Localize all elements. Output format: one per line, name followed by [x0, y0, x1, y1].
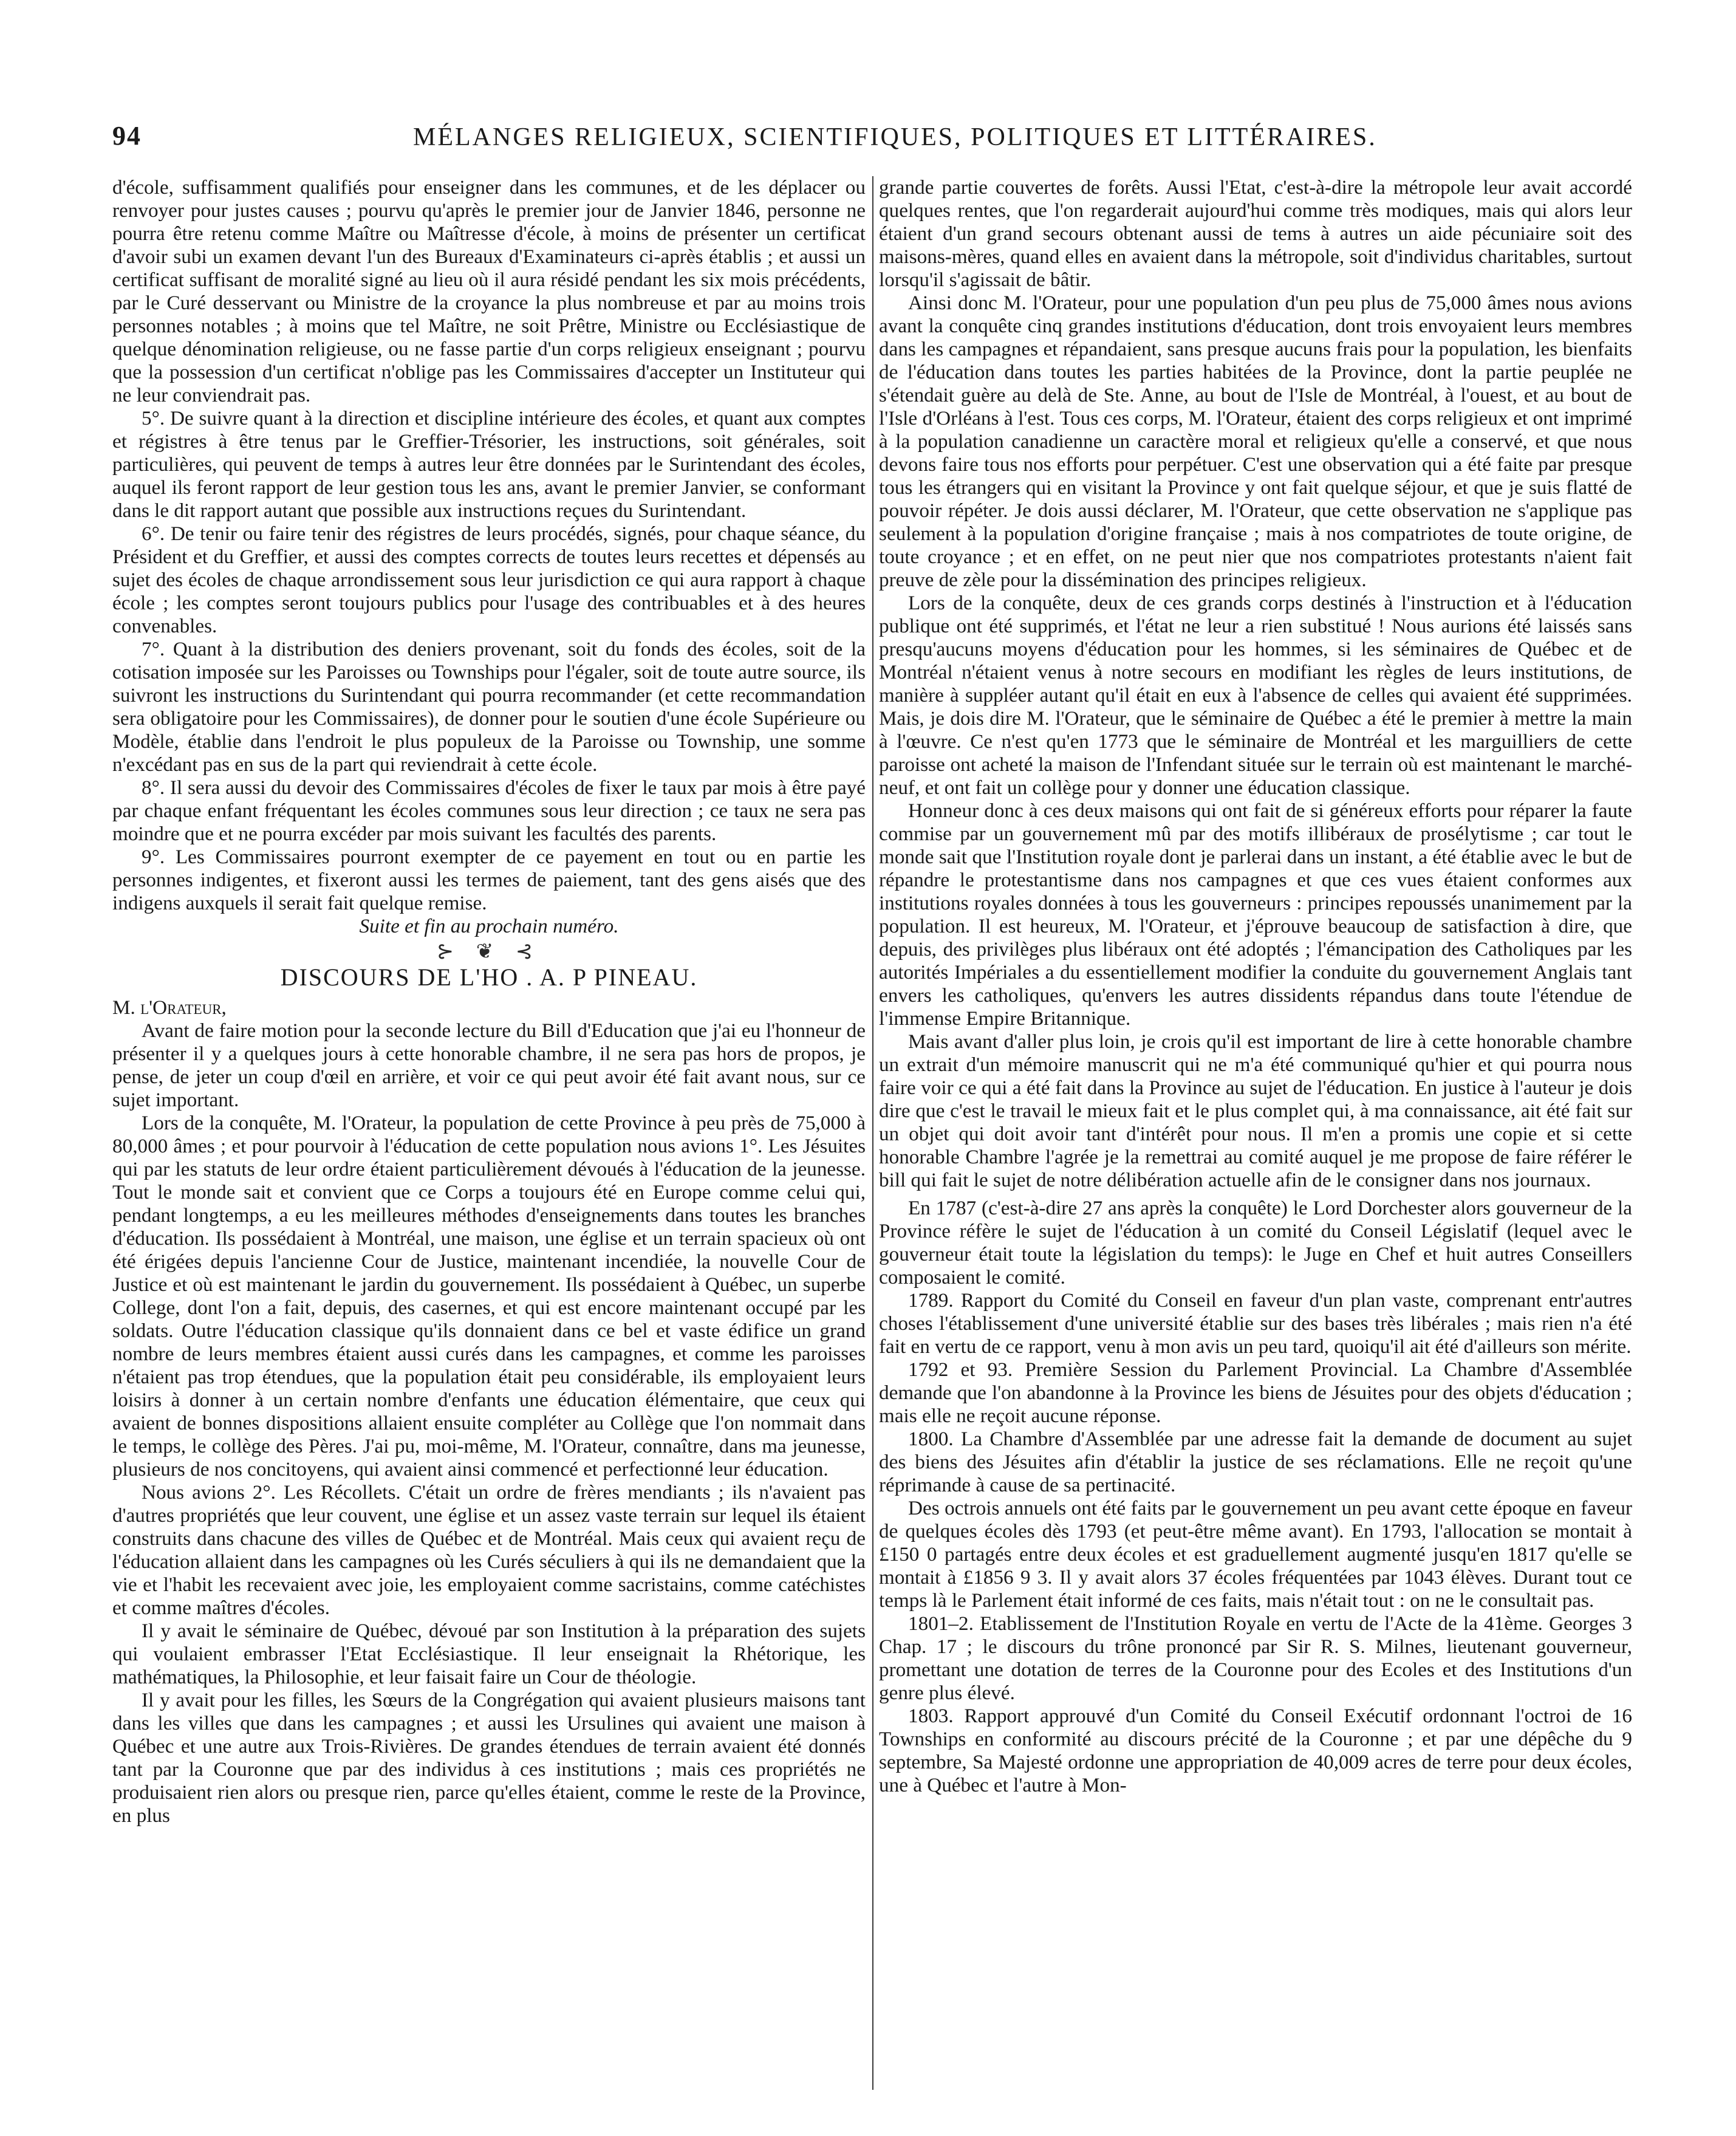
running-title: MÉLANGES RELIGIEUX, SCIENTIFIQUES, POLITIQUES ET LITTÉRAIRES.: [413, 123, 1377, 151]
paragraph: Lors de la conquête, deux de ces grands corps destinés à l'instruction et à l'éducation publique ont été supprimés, et l'état ne leur a rien substitué ! Nous aurions été laissés sans presqu'aucuns moyens d'éducation pour les hommes, si les séminaires de Québec et de Montréal n'étaient venus à notre secours en modifiant les règles de leurs institutions, de manière à suppléer autant qu'il était en eux à l'absence de celles qui avaient été supprimées. Mais, je dois dire M. l'Orateur, que le séminaire de Québec a été le premier à mettre la main à l'œuvre. Ce n'est qu'en 1773 que le séminaire de Montréal et les marguilliers de cette paroisse ont acheté la maison de l'Infendant située sur le terrain où est maintenant le marché-neuf, et ont fait un collège pour y donner une éducation classique.: [879, 592, 1632, 799]
paragraph: Il y avait pour les filles, les Sœurs de la Congrégation qui avaient plusieurs maisons tant dans les villes que dans les campagnes ; et aussi les Ursulines qui avaient une maison à Québec et une autre aux Trois-Rivières. De grandes étendues de terrain avaient été donnés tant par la Couronne que par des individus à ces institutions ; mais ces propriétés ne produisaient rien alors ou presque rien, parce qu'elles étaient, comme le reste de la Province, en plus: [112, 1689, 866, 1827]
paragraph: Mais avant d'aller plus loin, je crois qu'il est important de lire à cette honorable chambre un extrait d'un mémoire manuscrit qui ne m'a été communiqué qu'hier et qui pourra nous faire voir ce qui a été fait dans la Province au sujet de l'éducation. En justice à l'auteur je dois dire que c'est le travail le mieux fait et le plus complet qui, à ma connaissance, ait été fait sur un objet qui doit avoir tant d'intérêt pour nous. Il m'en a promis une copie et si cette honorable Chambre l'agrée je la remettrai au comité auquel je me propose de faire référer le bill qui fait le sujet de notre délibération actuelle afin de le consigner dans nos journaux.: [879, 1030, 1632, 1191]
paragraph: Nous avions 2°. Les Récollets. C'était un ordre de frères mendiants ; ils n'avaient pas d'autres propriétés que leur couvent, une église et un assez vaste terrain sur lequel ils étaient construits dans chacune des villes de Québec et de Montréal. Mais ceux qui avaient reçu de l'éducation allaient dans les campagnes où les Curés séculiers à qui ils ne demandaient que la vie et l'habit les recevaient avec joie, les employaient comme sacristains, comme catéchistes et comme maîtres d'écoles.: [112, 1481, 866, 1619]
paragraph: 8°. Il sera aussi du devoir des Commissaires d'écoles de fixer le taux par mois à être payé par chaque enfant fréquentant les écoles communes sous leur direction ; ce taux ne sera pas moindre que et ne pourra excéder par mois suivant les facultés des parents.: [112, 776, 866, 845]
paragraph: 1789. Rapport du Comité du Conseil en faveur d'un plan vaste, comprenant entr'autres choses l'établissement d'une université établie sur des bases très libérales ; mais rien n'a été fait en vertu de ce rapport, venu à mon avis un peu tard, quoiqu'il ait été d'ailleurs son mérite.: [879, 1289, 1632, 1358]
paragraph: 1803. Rapport approuvé d'un Comité du Conseil Exécutif ordonnant l'octroi de 16 Townships en conformité au discours précité de la Couronne ; et par une dépêche du 9 septembre, Sa Majesté ordonne une appropriation de 40,009 acres de terre pour deux écoles, une à Québec et l'autre à Mon-: [879, 1705, 1632, 1796]
salutation: M. l'Orateur,: [112, 996, 227, 1019]
paragraph: d'école, suffisamment qualifiés pour enseigner dans les communes, et de les déplacer ou renvoyer pour justes causes ; pourvu qu'après le premier jour de Janvier 1846, personne ne pourra être retenu comme Maître ou Maîtresse d'école, à moins de présenter un certificat d'avoir subi un examen devant l'un des Bureaux d'Examinateurs ci-après établis ; et aussi un certificat suffisant de moralité signé au lieu où il aura résidé pendant les six mois précédents, par le Curé desservant ou Ministre de la croyance la plus nombreuse et par au moins trois personnes notables ; à moins que tel Maître, ne soit Prêtre, Ministre ou Ecclésiastique de quelque dénomination religieuse, ou ne fasse partie d'un corps religieux enseignant ; pourvu que la possession d'un certificat n'oblige pas les Commissaires d'accepter un Instituteur qui ne leur conviendrait pas.: [112, 176, 866, 406]
section-title: DISCOURS DE L'HO . A. P PINEAU.: [280, 964, 698, 991]
paragraph: grande partie couvertes de forêts. Aussi l'Etat, c'est-à-dire la métropole leur avait accordé quelques rentes, que l'on regarderait aujourd'hui comme très modiques, mais qui alors leur étaient d'un grand secours obtenant aussi de tems à autres un aide pécuniaire soit des maisons-mères, quand elles en avaient dans la métropole, soit d'individus charitables, surtout lorsqu'il s'agissait de bâtir.: [879, 176, 1632, 291]
paragraph: Il y avait le séminaire de Québec, dévoué par son Institution à la préparation des sujets qui voulaient embrasser l'Etat Ecclésiastique. Il leur enseignait la Rhétorique, les mathématiques, la Philosophie, et leur faisait faire un Cour de théologie.: [112, 1620, 866, 1688]
page-header: [112, 120, 1631, 157]
column-divider: [872, 176, 873, 2090]
paragraph: Avant de faire motion pour la seconde lecture du Bill d'Education que j'ai eu l'honneur de présenter il y a quelques jours à cette honorable chambre, il ne sera pas hors de propos, je pense, de jeter un coup d'œil en arrière, et voir ce qui peut avoir été fait avant nous, sur ce sujet important.: [112, 1019, 866, 1111]
paragraph: En 1787 (c'est-à-dire 27 ans après la conquête) le Lord Dorchester alors gouverneur de la Province réfère le sujet de l'éducation à un comité du Conseil Législatif (lequel avec le gouverneur était toute la législation du temps): le Juge en Chef et huit autres Conseillers composaient le comité.: [879, 1197, 1632, 1289]
continuation-note: Suite et fin au prochain numéro.: [359, 915, 619, 937]
paragraph: Des octrois annuels ont été faits par le gouvernement un peu avant cette époque en faveur de quelques écoles dès 1793 (et peut-être même avant). En 1793, l'allocation se montait à £150 0 partagés entre deux écoles et est graduellement augmenté jusqu'en 1817 qu'elle se montait à £1856 9 3. Il y avait alors 37 écoles fréquentées par 1043 élèves. Durant tout ce temps là le Parlement était informé de ces faits, mais n'était tout : on ne le consultait pas.: [879, 1497, 1632, 1612]
paragraph: 9°. Les Commissaires pourront exempter de ce payement en tout ou en partie les personnes indigentes, et fixeront aussi les termes de paiement, tant des gens aisés que des indigens auxquels il serait fait quelque remise.: [112, 846, 866, 914]
paragraph: 5°. De suivre quant à la direction et discipline intérieure des écoles, et quant aux comptes et régistres à être tenus par le Greffier-Trésorier, les instructions, soit générales, soit particulières, qui peuvent de temps à autres leur être données par le Surintendant des écoles, auquel ils feront rapport de leur gestion tous les ans, avant le premier Janvier, se conformant dans le dit rapport autant que possible aux instructions reçues du Surintendant.: [112, 407, 866, 522]
left-column: [112, 176, 866, 2108]
paragraph: Ainsi donc M. l'Orateur, pour une population d'un peu plus de 75,000 âmes nous avions avant la conquête cinq grandes institutions d'éducation, dont trois envoyaient leurs membres dans les campagnes et répandaient, sans presque aucuns frais pour la population, les bienfaits de l'éducation dans toutes les parties habitées de la Province, dont la partie peuplée ne s'étendait guère au delà de Ste. Anne, au bout de l'Isle de Montréal, à l'ouest, et au bout de l'Isle d'Orléans à l'est. Tous ces corps, M. l'Orateur, étaient des corps religieux et ont imprimé à la population canadienne un caractère moral et religieux qu'elle a conservé, et que nous devons faire tous nos efforts pour perpétuer. C'est une observation qui a été faite par presque tous les étrangers qui en visitant la Province y ont fait quelque séjour, et que je suis flatté de pouvoir répéter. Je dois aussi déclarer, M. l'Orateur, que cette observation ne s'applique pas seulement à la population d'origine française ; mais à nos compatriotes de toute origine, de toute croyance ; et en effet, on ne peut nier que nos compatriotes protestants n'aient fait preuve de zèle pour la dissémination des principes religieux.: [879, 292, 1632, 591]
paragraph: 1800. La Chambre d'Assemblée par une adresse fait la demande de document au sujet des biens des Jésuites afin d'établir la justice de ses réclamations. Elle ne reçoit qu'une réprimande à cause de sa pertinacité.: [879, 1428, 1632, 1496]
paragraph: 1792 et 93. Première Session du Parlement Provincial. La Chambre d'Assemblée demande que l'on abandonne à la Province les biens de Jésuites pour des objets d'éducation ; mais elle ne reçoit aucune réponse.: [879, 1358, 1632, 1427]
page-number: 94: [112, 121, 142, 151]
paragraph: 1801–2. Etablissement de l'Institution Royale en vertu de l'Acte de la 41ème. Georges 3 Chap. 17 ; le discours du trône prononcé par Sir R. S. Milnes, lieutenant gouverneur, promettant une dotation de terres de la Couronne pour des Ecoles et des Institutions d'un genre plus élevé.: [879, 1612, 1632, 1704]
ornament-divider: ⊱ ❦ ⊰: [436, 940, 542, 963]
paragraph: Honneur donc à ces deux maisons qui ont fait de si généreux efforts pour réparer la faute commise par un gouvernement mû par des motifs illibéraux de prosélytisme ; car tout le monde sait que l'Institution royale dont je parlerai dans un instant, a été établie avec le but de répandre le protestantisme dans nos campagnes et que ces vues étaient conformes aux institutions royales données à tous les gouverneurs : principes repoussés unanimement par la population. Il est heureux, M. l'Orateur, et j'éprouve beaucoup de satisfaction à dire, que depuis, des privilèges plus libéraux ont été adoptés ; l'émancipation des Catholiques par les autorités Impériales a du essentiellement modifier la conduite du gouvernement Anglais tant envers les catholiques, qu'envers les autres dissidents répandus dans toute l'étendue de l'immense Empire Britannique.: [879, 799, 1632, 1030]
paragraph: 7°. Quant à la distribution des deniers provenant, soit du fonds des écoles, soit de la cotisation imposée sur les Paroisses ou Townships pour l'égaler, soit de toute autre source, ils suivront les instructions du Surintendant qui pourra recommander (et cette recommandation sera obligatoire pour les Commissaires), de donner pour le soutien d'une école Supérieure ou Modèle, établie dans l'endroit le plus populeux de la Paroisse ou Township, une somme n'excédant pas en sus de la part qui reviendrait à cette école.: [112, 638, 866, 776]
paragraph: Lors de la conquête, M. l'Orateur, la population de cette Province à peu près de 75,000 à 80,000 âmes ; et pour pourvoir à l'éducation de cette population nous avions 1°. Les Jésuites qui par les statuts de leur ordre étaient particulièrement dévoués à l'éducation de la jeunesse. Tout le monde sait et convient que ce Corps a toujours été en Europe comme celui qui, pendant longtemps, a eu les meilleures méthodes d'enseignements dans toutes les branches d'éducation. Ils possédaient à Montréal, une maison, une église et un terrain spacieux où ont été érigées depuis l'ancienne Cour de Justice, maintenant incendiée, la nouvelle Cour de Justice et où est maintenant le jardin du gouvernement. Ils possédaient à Québec, un superbe College, dont l'on a fait, depuis, des casernes, et qui est encore maintenant occupé par les soldats. Outre l'éducation classique qu'ils donnaient dans ce bel et vaste édifice un grand nombre de leurs membres étaient aussi curés dans les campagnes, et comme les paroisses n'étaient pas trop étendues, que la population était peu considérable, ils employaient leurs loisirs à donner à un certain nombre d'enfants une éducation élémentaire, que ceux qui avaient de bonnes dispositions allaient ensuite compléter au Collège que l'on nommait dans le temps, le collège des Pères. J'ai pu, moi-même, M. l'Orateur, connaître, dans ma jeunesse, plusieurs de nos concitoyens, qui avaient ainsi commencé et perfectionné leur éducation.: [112, 1112, 866, 1480]
paragraph: 6°. De tenir ou faire tenir des régistres de leurs procédés, signés, pour chaque séance, du Président et du Greffier, et aussi des comptes corrects de toutes leurs recettes et dépensés au sujet des écoles de chaque arrondissement sous leur jurisdiction ce qui aura rapport à chaque école ; les comptes seront toujours publics pour l'usage des contribuables et à des heures convenables.: [112, 522, 866, 637]
right-column: [879, 176, 1632, 2108]
